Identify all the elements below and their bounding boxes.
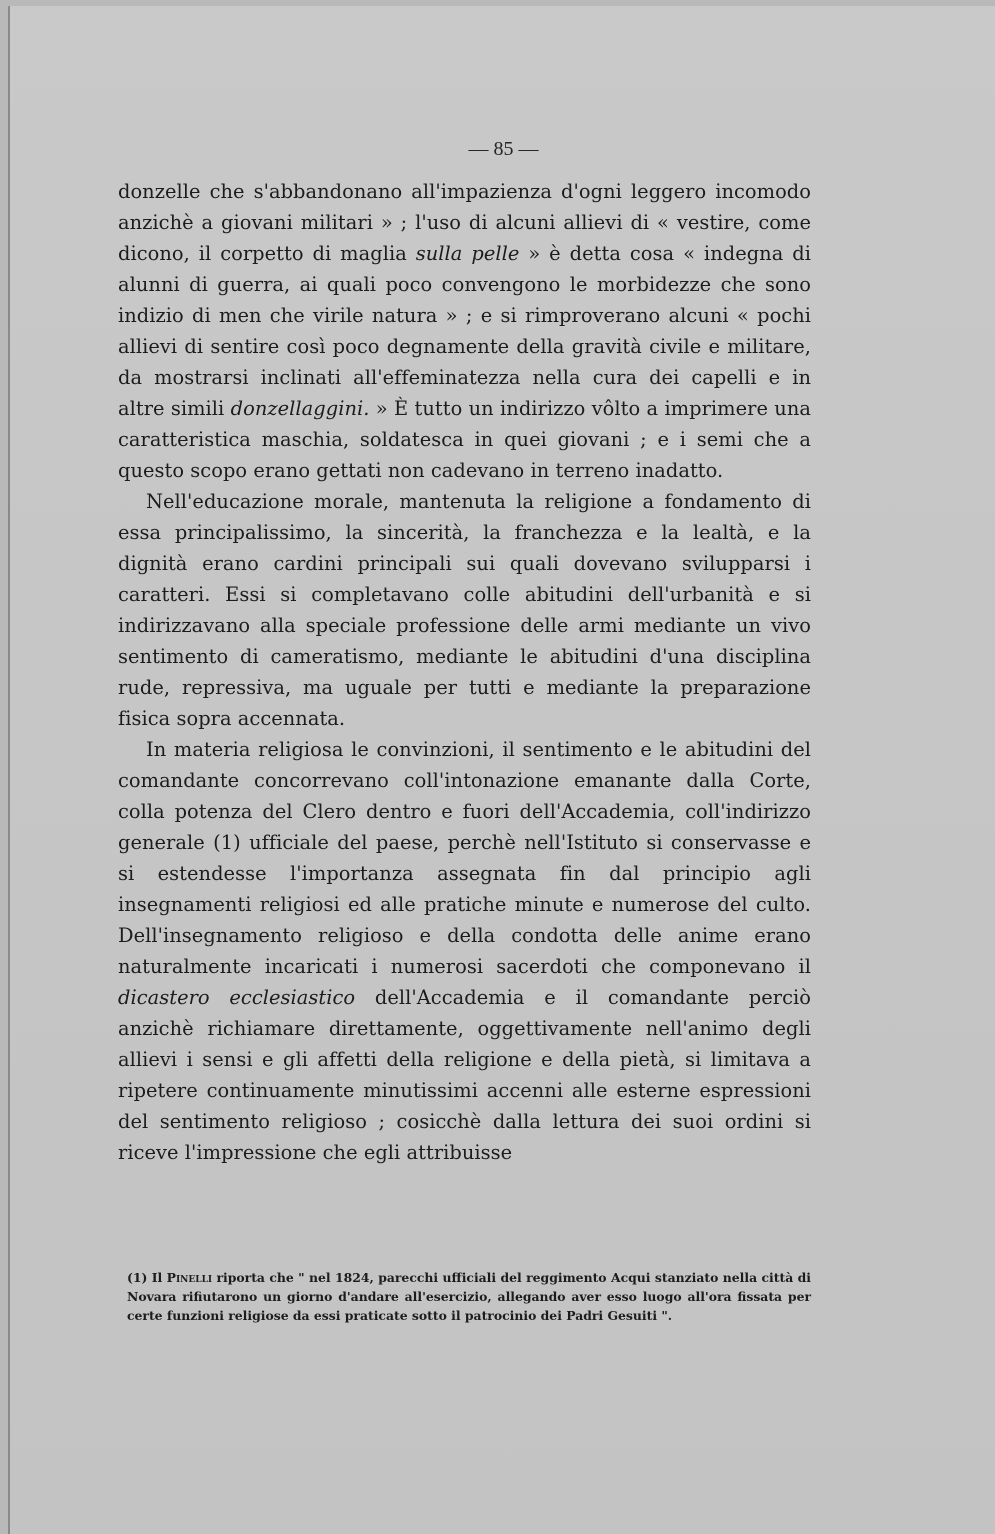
author-name: Pinelli <box>166 1270 213 1285</box>
footnote-1 <box>127 1268 811 1325</box>
book-page <box>8 6 995 1534</box>
footnote <box>127 1268 811 1325</box>
paragraph-3 <box>118 734 811 1168</box>
italic-phrase: dicastero ecclesiastico <box>118 986 356 1009</box>
paragraph-text: » È tutto un indirizzo vôlto a imprimere una caratteristica maschia, soldatesca in quei giovani ; e i semi che a questo scopo erano gettati non cadevano in terreno inadatto. <box>118 397 811 482</box>
paragraph-text: dell'Accademia e il comandante perciò anzichè richiamare direttamente, oggettivamente nell'animo degli allievi i sensi e gli affetti della religione e della pietà, si limitava a ripetere continuamente minutissimi accenni alle esterne espressioni del sentimento religioso ; cosicchè dalla lettura dei suoi ordini si riceve l'impressione che egli attribuisse <box>118 986 811 1164</box>
paragraph-text: Nell'educazione morale, mantenuta la religione a fondamento di essa principalissimo, la sincerità, la franchezza e la lealtà, e la dignità erano cardini principali sui quali dovevano svilupparsi i caratteri. Essi si completavano colle abitudini dell'urbanità e si indirizzavano alla speciale professione delle armi mediante un vivo sentimento di cameratismo, mediante le abitudini d'una disciplina rude, repressiva, ma uguale per tutti e mediante la preparazione fisica sopra accennata. <box>118 490 811 730</box>
italic-phrase: sulla pelle <box>415 242 520 265</box>
body-text <box>118 176 811 1168</box>
paragraph-1 <box>118 176 811 486</box>
footnote-text: riporta che " nel 1824, parecchi ufficiali del reggimento Acqui stanziato nella città di Novara rifiutarono un giorno d'andare all'esercizio, allegando aver esso luogo all'ora fissata per certe funzioni religiose da essi praticate sotto il patrocinio dei Padri Gesuiti ". <box>127 1270 811 1323</box>
paragraph-2 <box>118 486 811 734</box>
paragraph-text: donzelle che s'abbandonano all'impazienza d'ogni leggero incomodo anzichè a giovani militari » ; l'uso di alcuni allievi di « vestire, come dicono, il corpetto di maglia <box>118 180 811 265</box>
paragraph-text: In materia religiosa le convinzioni, il sentimento e le abitudini del comandante concorrevano coll'intonazione emanante dalla Corte, colla potenza del Clero dentro e fuori dell'Accademia, coll'indirizzo generale (1) ufficiale del paese, perchè nell'Istituto si conservasse e si estendesse l'importanza assegnata fin dal principio agli insegnamenti religiosi ed alle pratiche minute e numerose del culto. Dell'insegnamento religioso e della condotta delle anime erano naturalmente incaricati i numerosi sacerdoti che componevano il <box>118 738 811 978</box>
italic-phrase: donzellaggini. <box>230 397 370 420</box>
paragraph-text: » è detta cosa « indegna di alunni di guerra, ai quali poco convengono le morbidezze che sono indizio di men che virile natura » ; e si rimproverano alcuni « pochi allievi di sentire così poco degnamente della gravità civile e militare, da mostrarsi inclinati all'effeminatezza nella cura dei capelli e in altre simili <box>118 242 811 420</box>
page-number: — 85 — <box>468 138 539 160</box>
footnote-text: (1) Il <box>127 1270 167 1285</box>
